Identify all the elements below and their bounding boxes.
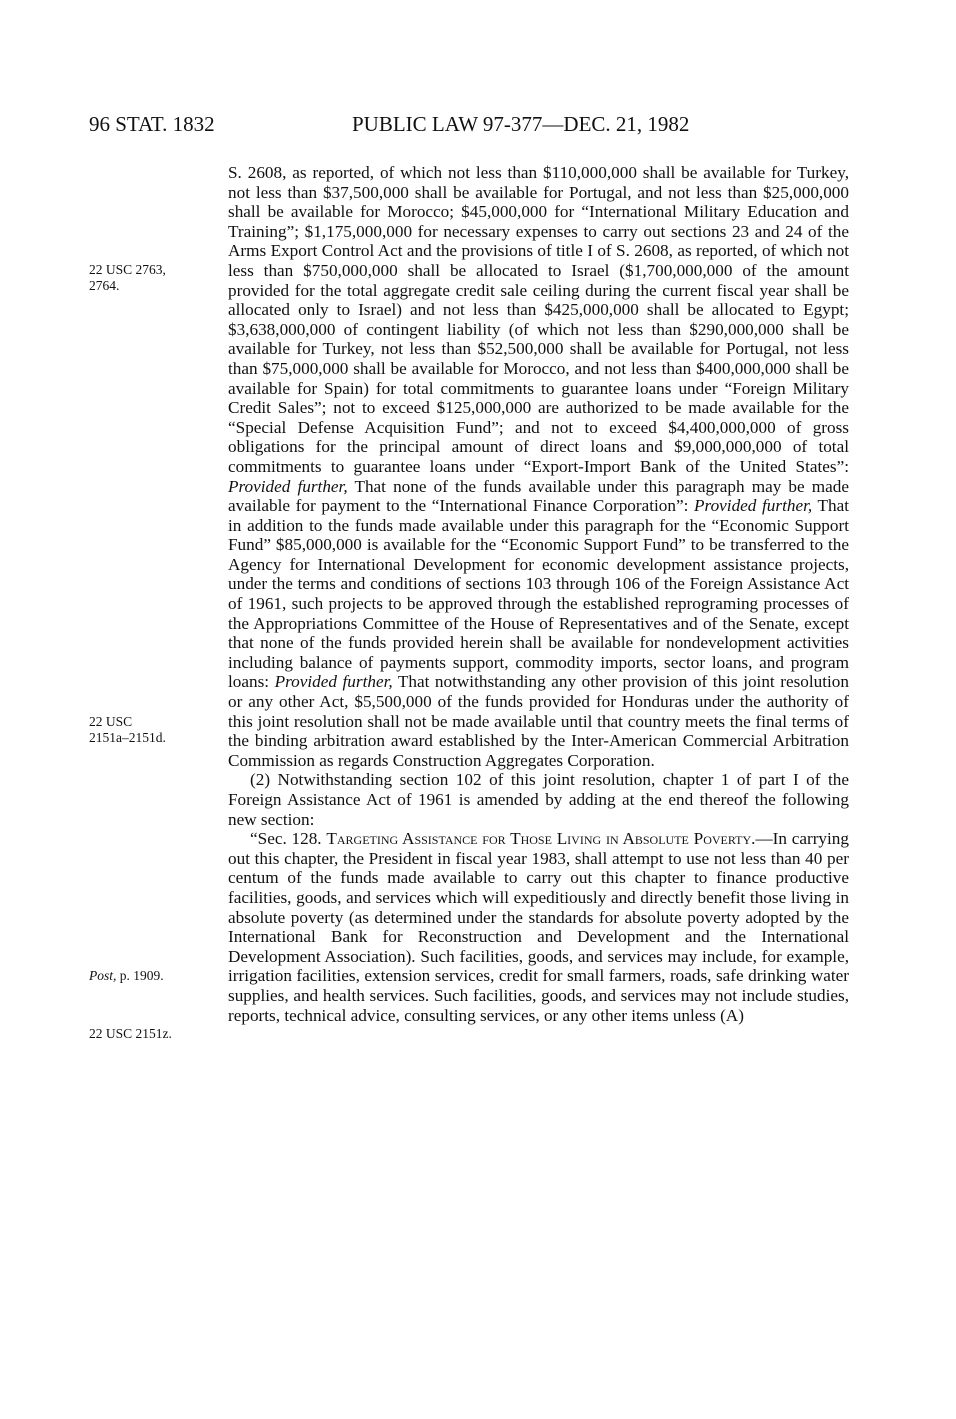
proviso-italic: Provided further, xyxy=(274,672,393,692)
margin-note-usc-2151a xyxy=(89,714,219,746)
margin-note-line: 2764. xyxy=(89,278,120,293)
margin-note-post xyxy=(89,968,219,984)
text-run: —In carrying out this chapter, the President in fiscal year 1983, shall attempt to use not less than 40 per centum of the funds made available to carry out this chapter to finance productive facilities, goods, and services which will expeditiously and directly benefit those living in absolute poverty (as determined under the standards for absolute poverty adopted by the International Bank for Reconstruction and Development and the International Development Association). Such facilities, goods, and services may include, for example, irrigation facilities, extension services, credit for small farmers, roads, safe drinking water supplies, and health services. Such facilities, goods, and services may not include studies, reports, technical advice, consulting services, or any other items unless (A) xyxy=(228,829,849,1025)
body-text xyxy=(228,163,849,1025)
paragraph-sec-128 xyxy=(228,829,849,1025)
text-run: That none of the funds available under this paragraph may be made available for payment to the “International Finance Corporation”: xyxy=(228,476,849,516)
paragraph-2: (2) Notwithstanding section 102 of this joint resolution, chapter 1 of part I of the Foreign Assistance Act of 1961 is amended by adding at the end thereof the following new section: xyxy=(228,770,849,829)
margin-note-line: 22 USC 2763, xyxy=(89,262,166,277)
text-run: S. 2608, as reported, of which not less than $110,000,000 shall be available for Turkey, not less than $37,500,000 shall be available for Portugal, and not less than $25,000,000 shall be available for Morocco; $45,000,000 for “International Military Education and Training”; $1,175,000,000 for necessary expenses to carry out sections 23 and 24 of the Arms Export Control Act and the provisions of title I of S. 2608, as reported, of which not less than $750,000,000 shall be allocated to Israel ($1,700,000,000 of the amount provided for the total aggregate credit sale ceiling during the current fiscal year shall be allocated only to Israel) and not less than $425,000,000 shall be allocated to Egypt; $3,638,000,000 of contingent liability (of which not less than $290,000,000 shall be available for Turkey, not less than $52,500,000 shall be available for Portugal, not less than $75,000,000 shall be available for Morocco, and not less than $400,000,000 shall be available for Spain) for total commitments to guarantee loans under “Foreign Military Credit Sales”; not to exceed $125,000,000 are authorized to be made available for the “Special Defense Acquisition Fund”; and not to exceed $4,400,000,000 of gross obligations for the principal amount of direct loans and $9,000,000,000 of total commitments to guarantee loans under “Export-Import Bank of the United States”: xyxy=(228,163,849,476)
text-run: That notwithstanding any other provision of this joint resolution or any other Act, $5,500,000 of the funds provided for Honduras under the authority of this joint resolution shall not be made available until that country meets the final terms of the binding arbitration award established by the Inter-American Commercial Arbitration Commission as regards Construction Aggregates Corporation. xyxy=(228,672,849,770)
statute-citation: 96 STAT. 1832 xyxy=(89,112,215,136)
text-run: That in addition to the funds made available under this paragraph for the “Economic Support Fund” $85,000,000 is available for the “Economic Support Fund” to be transferred to the Agency for International Development for economic development assistance projects, under the terms and conditions of sections 103 through 106 of the Foreign Assistance Act of 1961, such projects to be approved through the established reprograming processes of the Appropriations Committee of the House of Representatives and of the Senate, except that none of the funds provided herein shall be available for nondevelopment activities including balance of payments support, commodity imports, sector loans, and program loans: xyxy=(228,496,849,692)
margin-note-usc-2763 xyxy=(89,262,219,294)
margin-note-line: 2151a–2151d. xyxy=(89,730,166,745)
paragraph-appropriations xyxy=(228,163,849,770)
proviso-italic: Provided further, xyxy=(228,476,348,496)
margin-note-italic: Post, xyxy=(89,968,117,983)
margin-note-page: p. 1909. xyxy=(116,968,164,983)
section-number: “Sec. 128. xyxy=(250,829,327,849)
section-heading: Targeting Assistance for Those Living in Absolute Poverty. xyxy=(326,829,756,849)
proviso-italic: Provided further, xyxy=(694,496,813,516)
margin-note-line: 22 USC xyxy=(89,714,133,729)
public-law-title: PUBLIC LAW 97-377—DEC. 21, 1982 xyxy=(352,112,690,136)
margin-note-line: 22 USC 2151z. xyxy=(89,1026,172,1041)
margin-note-usc-2151z xyxy=(89,1026,219,1042)
